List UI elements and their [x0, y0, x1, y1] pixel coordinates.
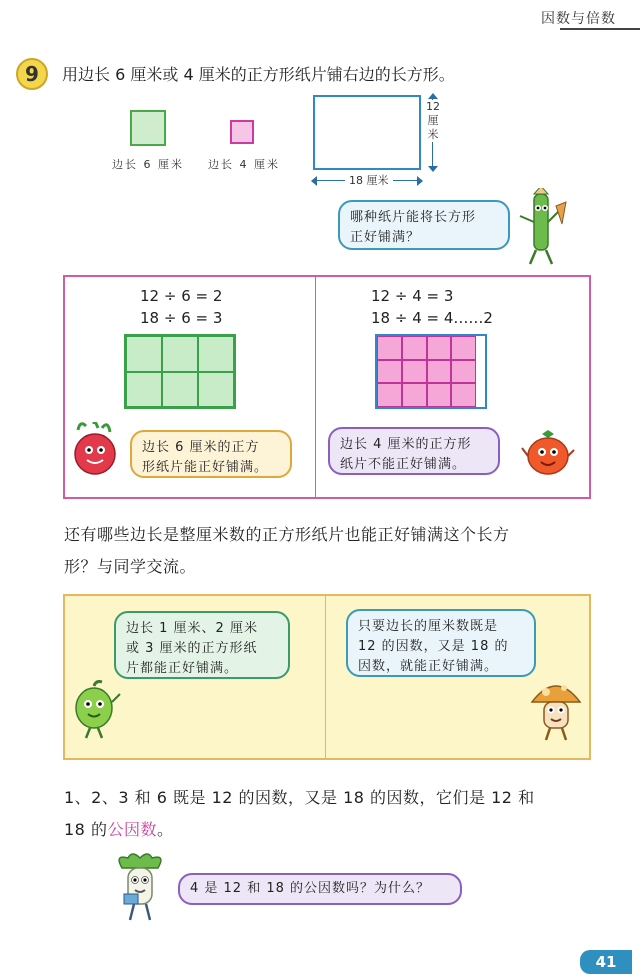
- conclusion-line-1: 1、2、3 和 6 既是 12 的因数，又是 18 的因数，它们是 12 和: [64, 788, 535, 807]
- pink-tiling-grid: [375, 334, 487, 409]
- green-pencil-character-icon: [512, 188, 570, 268]
- section-title: 因数与倍数: [541, 11, 616, 27]
- problem-number-badge: 9: [16, 58, 48, 90]
- square-4cm-label: 边长 4 厘米: [208, 158, 280, 171]
- arrow-right-icon: [417, 176, 423, 186]
- question-speech-bubble: [338, 200, 510, 250]
- bubble-line: 形纸片能正好铺满。: [142, 460, 269, 475]
- bubble-line: 12 的因数，又是 18 的: [358, 639, 509, 654]
- cabbage-character-icon: [110, 852, 170, 924]
- problem-statement: 用边长 6 厘米或 4 厘米的正方形纸片铺右边的长方形。: [62, 65, 455, 84]
- bubble-line: 纸片不能正好铺满。: [340, 457, 467, 472]
- bubble-line: 因数，就能正好铺满。: [358, 659, 499, 674]
- arrow-up-icon: [428, 93, 438, 99]
- bubble-line: 只要边长的厘米数既是: [358, 619, 499, 634]
- bubble-line: 边长 4 厘米的正方形: [340, 437, 472, 452]
- bubble-line: 或 3 厘米的正方形纸: [126, 641, 258, 656]
- green-tiling-grid: [124, 334, 236, 409]
- square-6cm: [130, 110, 166, 146]
- term-common-factor: 公因数: [107, 820, 157, 839]
- final-question-text: 4 是 12 和 18 的公因数吗？为什么？: [190, 881, 431, 896]
- rect-width-label: 18 厘米: [345, 172, 393, 188]
- header-underline: [560, 28, 640, 30]
- discussion-line-2: 形？与同学交流。: [64, 557, 197, 576]
- answers-divider: [325, 596, 326, 758]
- square-4cm: [230, 120, 254, 144]
- bubble-line: 哪种纸片能将长方形: [350, 210, 477, 225]
- right-conclusion-bubble: [328, 427, 500, 475]
- arrow-down-icon: [428, 166, 438, 172]
- bubble-line: 片都能正好铺满。: [126, 661, 239, 676]
- left-equation-1: 12 ÷ 6 = 2: [140, 287, 223, 305]
- final-question-bubble: [178, 873, 462, 905]
- right-equation-1: 12 ÷ 4 = 3: [371, 287, 454, 305]
- target-rectangle: [313, 95, 421, 170]
- left-conclusion-bubble: [130, 430, 292, 478]
- arrow-left-icon: [311, 176, 317, 186]
- mushroom-character-icon: [528, 676, 584, 742]
- discussion-line-1: 还有哪些边长是整厘米数的正方形纸片也能正好铺满这个长方: [64, 525, 510, 544]
- conclusion-suffix: 。: [156, 820, 174, 839]
- rect-height-label: 12厘米: [426, 100, 440, 141]
- conclusion-line-2: [64, 814, 173, 846]
- bubble-line: 边长 6 厘米的正方: [142, 440, 260, 455]
- left-answer-bubble: [114, 611, 290, 679]
- tomato-character-icon: [520, 428, 576, 482]
- bubble-line: 边长 1 厘米、2 厘米: [126, 621, 258, 636]
- radish-character-icon: [70, 422, 120, 478]
- right-answer-bubble: [346, 609, 536, 677]
- bubble-line: 正好铺满？: [350, 230, 421, 245]
- right-equation-2: 18 ÷ 4 = 4……2: [371, 309, 493, 327]
- solutions-divider: [315, 277, 316, 497]
- left-equation-2: 18 ÷ 6 = 3: [140, 309, 223, 327]
- conclusion-prefix: 18 的: [64, 820, 108, 839]
- page-number: 41: [580, 950, 632, 974]
- square-6cm-label: 边长 6 厘米: [112, 158, 184, 171]
- pepper-character-icon: [68, 680, 122, 740]
